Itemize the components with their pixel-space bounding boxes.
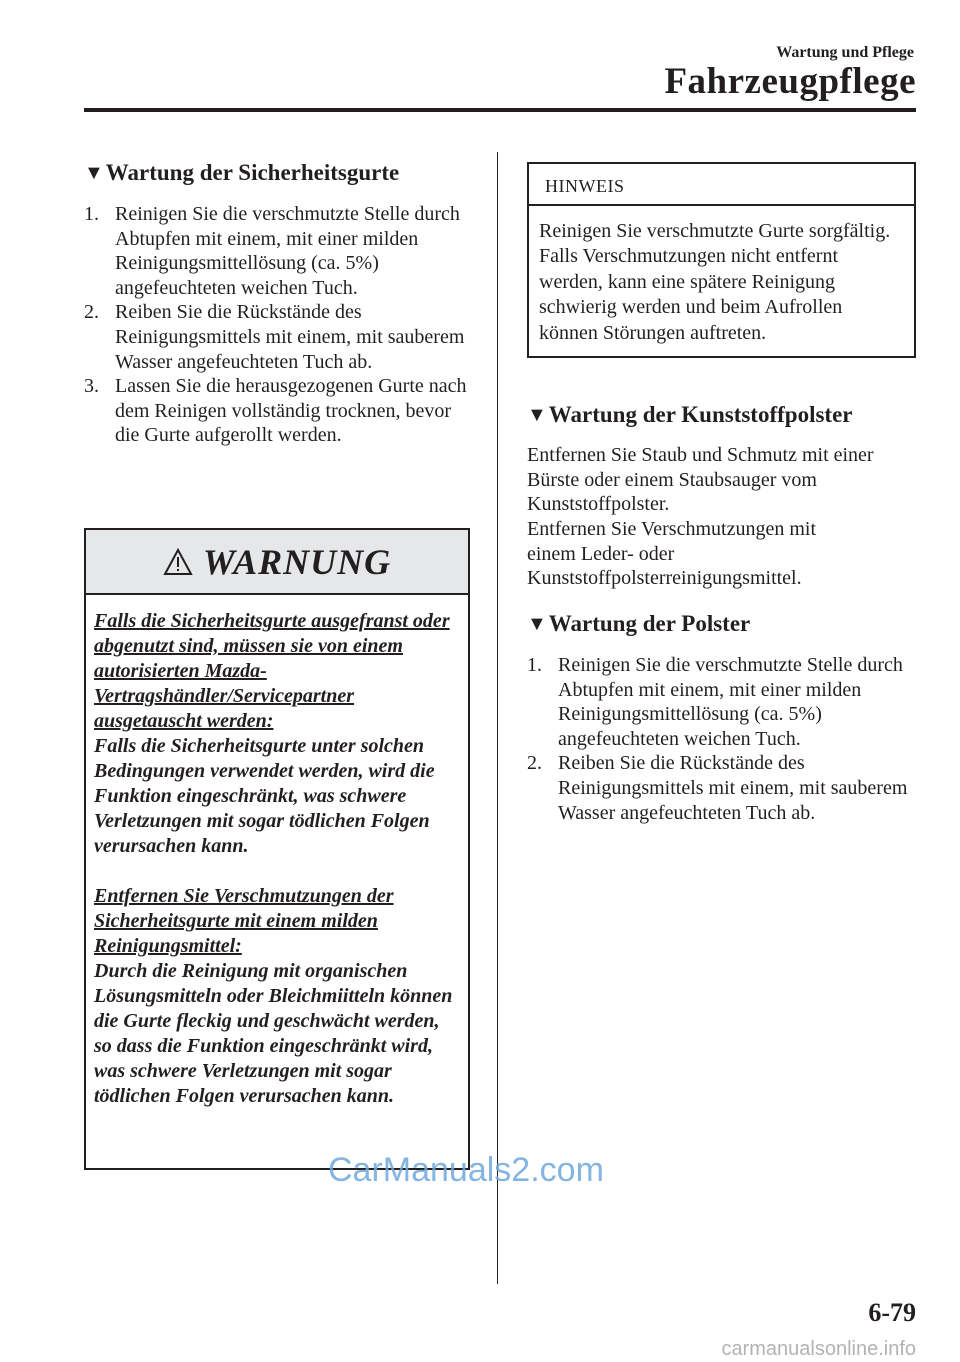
note-box (527, 162, 916, 358)
triangle-down-icon: ▼ (527, 404, 547, 426)
step-number: 2. (527, 752, 542, 775)
list-item (84, 202, 476, 300)
warning-triangle-icon (163, 548, 193, 576)
step-number: 3. (84, 375, 99, 398)
triangle-down-icon: ▼ (527, 613, 547, 635)
warning-title-1: Falls die Sicherheitsgurte ausgefranst oder abgenutzt sind, müssen sie von einem autorisierten Mazda-Vertragshändler/Servicepartner ausgetauscht werden: (94, 610, 450, 732)
spacer (94, 859, 462, 884)
watermark-secondary: carmanualsonline.info (721, 1338, 916, 1360)
header-rule (84, 108, 916, 112)
step-text: Lassen Sie die herausgezogenen Gurte nach dem Reinigen vollständig trocknen, bevor die Gurte aufgerollt werden. (115, 375, 467, 447)
step-text: Reinigen Sie die verschmutzte Stelle durch Abtupfen mit einem, mit einer milden Reinigungsmittellösung (ca. 5%) angefeuchteten weichen Tuch. (558, 654, 903, 750)
header-section: Wartung und Pflege (776, 44, 914, 61)
warning-title-2: Entfernen Sie Verschmutzungen der Sicherheitsgurte mit einem milden Reinigungsmittel: (94, 885, 394, 957)
warning-label: WARNUNG (202, 541, 392, 582)
plastic-paragraph-2: Entfernen Sie Verschmutzungen mit einem Leder- oder Kunststoffpolsterreinigungsmittel. (527, 518, 817, 590)
heading-text: Wartung der Polster (548, 611, 751, 636)
step-number: 2. (84, 301, 99, 324)
heading-seatbelt-care (84, 160, 399, 186)
list-item (527, 751, 912, 825)
column-divider (497, 152, 498, 1284)
heading-upholstery (527, 611, 750, 637)
warning-text-1: Falls die Sicherheitsgurte unter solchen Bedingungen verwendet werden, wird die Funktion eingeschränkt, was schwere Verletzungen mit sogar tödlichen Folgen verursachen kann. (94, 735, 435, 857)
step-number: 1. (84, 203, 99, 225)
page-number: 6-79 (868, 1298, 916, 1327)
warning-header (86, 530, 468, 595)
plastic-paragraph-1: Entfernen Sie Staub und Schmutz mit einer Bürste oder einem Staubsauger vom Kunststoffpolster. (527, 444, 874, 516)
step-number: 1. (527, 654, 542, 676)
list-item (84, 374, 476, 448)
upholstery-steps (527, 653, 912, 825)
note-text: Reinigen Sie verschmutzte Gurte sorgfältig. Falls Verschmutzungen nicht entfernt werden, kann eine spätere Reinigung schwierig werden und beim Aufrollen können Störungen auftreten. (539, 220, 891, 344)
warning-body (86, 595, 468, 1109)
heading-text: Wartung der Kunststoffpolster (548, 402, 853, 427)
note-label: HINWEIS (529, 164, 914, 206)
warning-box (84, 528, 470, 1170)
seatbelt-steps (84, 202, 476, 448)
watermark-primary: CarManuals2.com (328, 1151, 604, 1189)
warning-text-2: Durch die Reinigung mit organischen Lösungsmitteln oder Bleichmiitteln können die Gurte fleckig und geschwächt werden, so dass die Funktion eingeschränkt wird, was schwere Verletzungen mit sogar tödlichen Folgen verursachen kann. (94, 960, 453, 1107)
step-text: Reiben Sie die Rückstände des Reinigungsmittels mit einem, mit sauberem Wasser angefeuchteten Tuch ab. (558, 752, 908, 824)
step-text: Reiben Sie die Rückstände des Reinigungsmittels mit einem, mit sauberem Wasser angefeuchteten Tuch ab. (115, 301, 465, 373)
heading-text: Wartung der Sicherheitsgurte (105, 160, 400, 185)
list-item (527, 653, 912, 751)
page-title: Fahrzeugpflege (664, 61, 916, 102)
triangle-down-icon: ▼ (84, 162, 104, 184)
list-item (84, 300, 476, 374)
heading-plastic-upholstery (527, 402, 853, 428)
step-text: Reinigen Sie die verschmutzte Stelle durch Abtupfen mit einem, mit einer milden Reinigungsmittellösung (ca. 5%) angefeuchteten weichen Tuch. (115, 203, 460, 299)
